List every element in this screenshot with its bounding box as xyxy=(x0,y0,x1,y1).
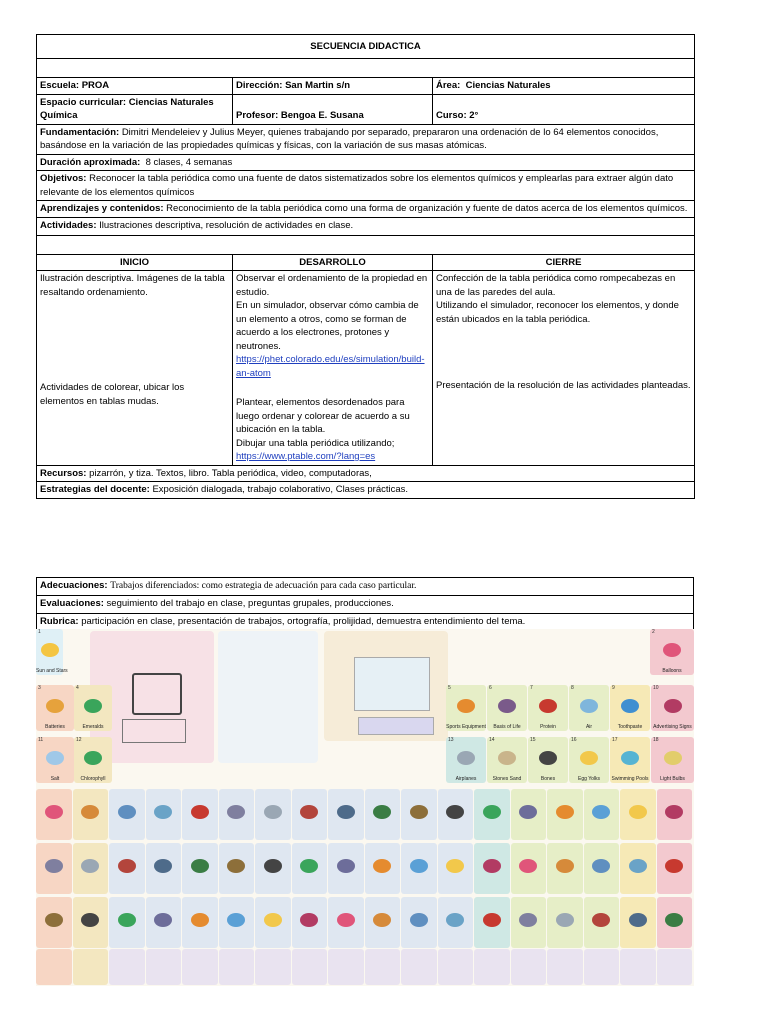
element-cell xyxy=(474,789,510,840)
element-illustration xyxy=(264,913,282,927)
element-beryllium: 4 Emeralds xyxy=(74,685,112,731)
element-illustration xyxy=(519,859,537,873)
aprendizajes: Aprendizajes y contenidos: Reconocimiento de la tabla periódica como una forma de organización y fuente de datos acerca de los elementos químicos. xyxy=(37,201,695,218)
element-illustration xyxy=(592,859,610,873)
element-illustration xyxy=(191,859,209,873)
element-cell xyxy=(292,843,328,894)
element-magnesium: 12 Chlorophyll xyxy=(74,737,112,783)
element-cell xyxy=(474,897,510,948)
element-cell xyxy=(292,949,328,985)
espacio-curricular: Espacio curricular: Ciencias Naturales Química xyxy=(37,94,233,124)
element-cell xyxy=(620,949,656,985)
element-cell xyxy=(146,949,182,985)
element-oxygen: 8 Air xyxy=(569,685,609,731)
legend-panel xyxy=(218,631,318,763)
element-cell xyxy=(547,789,583,840)
element-cell xyxy=(255,843,291,894)
element-illustration xyxy=(556,805,574,819)
element-illustration xyxy=(519,913,537,927)
cierre-cell xyxy=(433,271,695,466)
element-cell xyxy=(255,949,291,985)
element-illustration xyxy=(337,859,355,873)
element-illustration xyxy=(410,913,428,927)
element-cell xyxy=(401,843,437,894)
element-illustration xyxy=(373,913,391,927)
element-cell xyxy=(109,789,145,840)
element-illustration xyxy=(154,859,172,873)
element-cell xyxy=(182,843,218,894)
element-illustration xyxy=(81,805,99,819)
desarrollo-cell xyxy=(233,271,433,466)
element-illustration xyxy=(118,805,136,819)
adecuaciones: Adecuaciones: Trabajos diferenciados: como estrategia de adecuación para cada caso particular. xyxy=(37,578,694,596)
element-cell xyxy=(657,949,693,985)
element-illustration xyxy=(446,859,464,873)
desarrollo-text-4: Dibujar una tabla periódica utilizando; xyxy=(236,437,395,449)
element-cell xyxy=(620,897,656,948)
element-illustration xyxy=(629,859,647,873)
element-illustration xyxy=(81,859,99,873)
element-cell xyxy=(584,843,620,894)
element-illustration xyxy=(154,805,172,819)
recursos: Recursos: pizarrón, y tiza. Textos, libro. Tabla periódica, video, computadoras, xyxy=(37,465,695,482)
escuela: Escuela: PROA xyxy=(37,78,233,95)
element-illustration xyxy=(118,913,136,927)
element-boron: 5 Sports Equipment xyxy=(446,685,486,730)
element-illustration xyxy=(191,913,209,927)
widget-box xyxy=(122,719,186,743)
element-cell xyxy=(401,789,437,840)
element-cell xyxy=(365,949,401,985)
element-cell xyxy=(109,897,145,948)
element-cell xyxy=(438,949,474,985)
element-cell xyxy=(292,897,328,948)
element-neon: 10 Advertising Signs xyxy=(651,685,694,731)
element-cell xyxy=(474,949,510,985)
element-cell xyxy=(511,897,547,948)
duracion: Duración aproximada: 8 clases, 4 semanas xyxy=(37,154,695,171)
atom-diagram xyxy=(132,673,182,715)
element-illustration xyxy=(629,805,647,819)
curso: Curso: 2° xyxy=(433,94,695,124)
element-cell xyxy=(365,897,401,948)
element-illustration xyxy=(227,913,245,927)
element-illustration xyxy=(592,805,610,819)
element-cell xyxy=(511,949,547,985)
element-carbon: 6 Basis of Life xyxy=(487,685,527,731)
element-aluminum: 13 Airplanes xyxy=(446,737,486,783)
ptable-link[interactable]: https://www.ptable.com/?lang=es xyxy=(236,451,376,462)
element-illustration xyxy=(373,859,391,873)
element-cell xyxy=(219,897,255,948)
inicio-text-2: Actividades de colorear, ubicar los elementos en tablas mudas. xyxy=(40,382,185,407)
cierre-text-2: Utilizando el simulador, reconocer los elementos, y donde están ubicados en la tabla periódica. xyxy=(436,300,679,325)
element-illustration xyxy=(45,859,63,873)
direccion: Dirección: San Martin s/n xyxy=(233,78,433,95)
element-illustration xyxy=(81,913,99,927)
element-illustration xyxy=(373,805,391,819)
element-cell xyxy=(620,843,656,894)
element-nitrogen: 7 Protein xyxy=(528,685,568,731)
element-phosphorus: 15 Bones xyxy=(528,737,568,783)
element-illustration xyxy=(118,859,136,873)
element-cell xyxy=(474,843,510,894)
element-cell xyxy=(146,843,182,894)
overview-rare-earth xyxy=(358,717,434,735)
element-illustration xyxy=(337,805,355,819)
element-cell xyxy=(109,949,145,985)
spacer-row-2 xyxy=(37,235,695,254)
element-illustration xyxy=(300,805,318,819)
sequence-table xyxy=(36,34,695,499)
element-illustration xyxy=(665,859,683,873)
element-illustration xyxy=(446,805,464,819)
element-sodium: 11 Salt xyxy=(36,737,74,783)
element-cell xyxy=(219,843,255,894)
element-cell xyxy=(292,789,328,840)
element-cell xyxy=(438,897,474,948)
element-cell xyxy=(328,949,364,985)
actividades: Actividades: Ilustraciones descriptiva, resolución de actividades en clase. xyxy=(37,217,695,235)
element-cell xyxy=(438,843,474,894)
element-chlorine: 17 Swimming Pools xyxy=(611,737,649,782)
element-illustration xyxy=(556,859,574,873)
element-illustration xyxy=(446,913,464,927)
desarrollo-text-2: En un simulador, observar cómo cambia de un elemento a otros, como se forman de acuerdo a los electrones, protones y neutrones. xyxy=(236,300,419,352)
overview-transition-block xyxy=(354,657,430,711)
element-cell xyxy=(36,789,72,840)
fundamentacion: Fundamentación: Dimitri Mendeleiev y Julius Meyer, quienes trabajando por separado, prepararon una ordenación de lo 64 elementos conocidos, basándose en la variación de las propiedades químicas y físicas, con la variación de sus masas atómicas. xyxy=(37,124,695,154)
element-cell xyxy=(547,949,583,985)
desarrollo-text-3: Plantear, elementos desordenados para luego ordenar y colorear de acuerdo a su ubicación en la tabla. xyxy=(236,397,410,435)
element-cell xyxy=(584,949,620,985)
column-inicio: INICIO xyxy=(37,254,233,271)
element-helium: 2 Balloons xyxy=(650,629,694,675)
element-cell xyxy=(328,843,364,894)
element-cell xyxy=(73,949,109,985)
element-illustration xyxy=(410,859,428,873)
element-hydrogen: 1 Sun and Stars xyxy=(36,629,68,674)
element-cell xyxy=(511,843,547,894)
element-cell xyxy=(73,897,109,948)
element-illustration xyxy=(337,913,355,927)
element-cell xyxy=(109,843,145,894)
spacer-row xyxy=(37,59,695,78)
element-cell xyxy=(146,789,182,840)
element-illustration xyxy=(629,913,647,927)
objetivos: Objetivos: Reconocer la tabla periódica como una fuente de datos sistematizados sobre los elementos químicos y emplearlas para extraer algún dato relevante de los elementos químicos xyxy=(37,171,695,201)
element-illustration xyxy=(300,913,318,927)
element-illustration xyxy=(556,913,574,927)
element-cell xyxy=(438,789,474,840)
estrategias: Estrategias del docente: Exposición dialogada, trabajo colaborativo, Clases prácticas. xyxy=(37,482,695,499)
element-cell xyxy=(328,789,364,840)
element-cell xyxy=(620,789,656,840)
element-cell xyxy=(73,843,109,894)
element-cell xyxy=(182,789,218,840)
column-desarrollo: DESARROLLO xyxy=(233,254,433,271)
evaluation-table xyxy=(36,577,694,632)
element-illustration xyxy=(665,913,683,927)
element-cell xyxy=(657,843,693,894)
element-cell xyxy=(73,789,109,840)
profesor: Profesor: Bengoa E. Susana xyxy=(233,94,433,124)
rubrica: Rubrica: participación en clase, presentación de trabajos, ortografía, prolijidad, demuestra entendimiento del tema. xyxy=(37,614,694,632)
element-cell xyxy=(657,789,693,840)
evaluaciones: Evaluaciones: seguimiento del trabajo en clase, preguntas grupales, producciones. xyxy=(37,596,694,614)
element-cell xyxy=(36,949,72,985)
element-illustration xyxy=(483,805,501,819)
element-cell xyxy=(182,949,218,985)
element-sulfur: 16 Egg Yolks xyxy=(569,737,609,783)
element-illustration xyxy=(45,805,63,819)
element-cell xyxy=(547,897,583,948)
element-illustration xyxy=(592,913,610,927)
element-cell xyxy=(657,897,693,948)
cierre-text-3: Presentación de la resolución de las actividades planteadas. xyxy=(436,380,691,391)
column-cierre: CIERRE xyxy=(433,254,695,271)
element-illustration xyxy=(519,805,537,819)
element-cell xyxy=(401,949,437,985)
element-illustration xyxy=(483,913,501,927)
document-title: SECUENCIA DIDACTICA xyxy=(37,35,695,59)
element-cell xyxy=(365,843,401,894)
element-argon: 18 Light Bulbs xyxy=(651,737,694,783)
element-illustration xyxy=(300,859,318,873)
element-cell xyxy=(255,897,291,948)
element-illustration xyxy=(45,913,63,927)
inicio-text-1: Ilustración descriptiva. Imágenes de la tabla resaltando ordenamiento. xyxy=(40,273,225,298)
area: Área: Ciencias Naturales xyxy=(433,78,695,95)
element-cell xyxy=(182,897,218,948)
element-cell xyxy=(255,789,291,840)
element-cell xyxy=(547,843,583,894)
element-cell xyxy=(146,897,182,948)
element-illustration xyxy=(665,805,683,819)
element-cell xyxy=(365,789,401,840)
element-illustration xyxy=(264,805,282,819)
element-illustration xyxy=(227,805,245,819)
element-cell xyxy=(584,897,620,948)
periodic-table-image xyxy=(36,629,694,986)
element-cell xyxy=(511,789,547,840)
element-cell xyxy=(328,897,364,948)
element-cell xyxy=(584,789,620,840)
element-illustration xyxy=(154,913,172,927)
element-cell xyxy=(36,843,72,894)
element-illustration xyxy=(410,805,428,819)
element-illustration xyxy=(227,859,245,873)
element-silicon: 14 Stones Sand xyxy=(487,737,527,783)
element-lithium: 3 Batteries xyxy=(36,685,74,731)
element-fluorine: 9 Toothpaste xyxy=(610,685,650,731)
desarrollo-text-1: Observar el ordenamiento de la propiedad en estudio. xyxy=(236,273,428,298)
element-illustration xyxy=(191,805,209,819)
element-illustration xyxy=(264,859,282,873)
element-cell xyxy=(219,949,255,985)
element-cell xyxy=(219,789,255,840)
element-cell xyxy=(36,897,72,948)
phet-link[interactable]: https://phet.colorado.edu/es/simulation/build-an-atom xyxy=(236,354,425,379)
cierre-text-1: Confección de la tabla periódica como rompecabezas en una de las paredes del aula. xyxy=(436,273,676,298)
inicio-cell xyxy=(37,271,233,466)
element-illustration xyxy=(483,859,501,873)
element-cell xyxy=(401,897,437,948)
